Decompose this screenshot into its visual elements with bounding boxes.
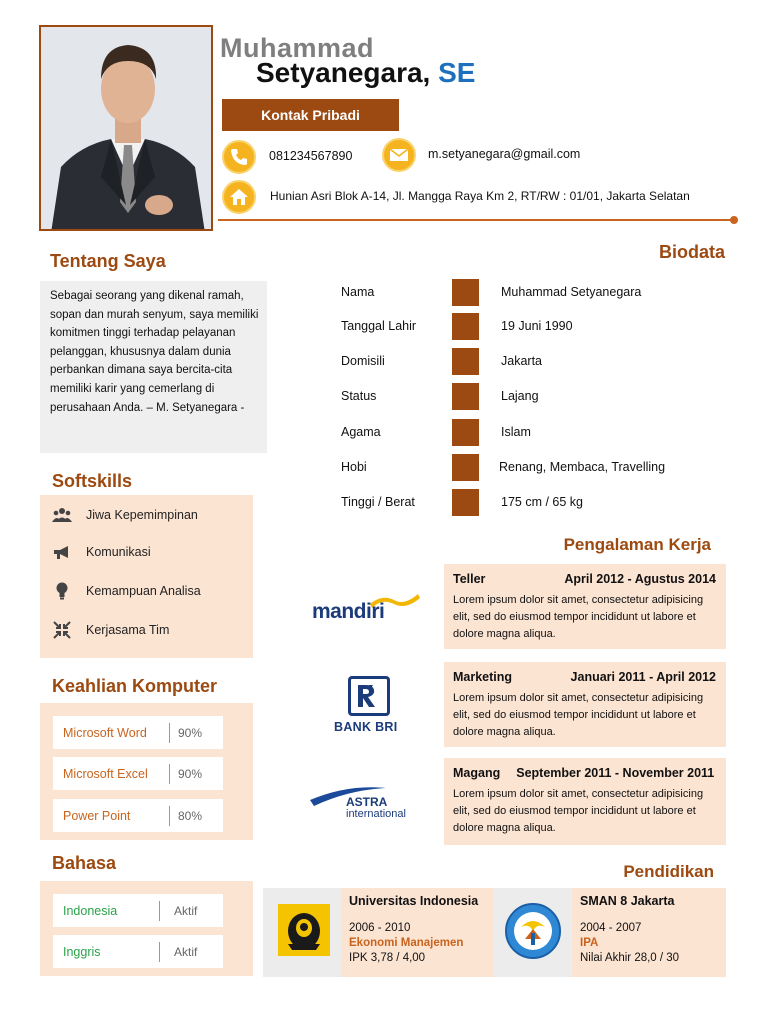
language-item [53, 935, 223, 968]
computer-skill-label: Microsoft Word [63, 725, 147, 740]
divider [169, 806, 170, 826]
home-address: Hunian Asri Blok A-14, Jl. Mangga Raya Km 2, RT/RW : 01/01, Jakarta Selatan [270, 189, 690, 203]
biodata-value: Lajang [501, 389, 539, 403]
softskill-label: Kerjasama Tim [86, 623, 170, 637]
astra-logo-text: ASTRA [346, 795, 388, 809]
computer-skill-value: 80% [178, 808, 203, 823]
language-label: Indonesia [63, 903, 118, 918]
biodata-label: Tinggi / Berat [341, 495, 415, 509]
biodata-value: Jakarta [501, 354, 542, 368]
divider [159, 901, 160, 921]
biodata-label: Hobi [341, 460, 367, 474]
degree-suffix: SE [438, 57, 476, 88]
education-item [572, 888, 726, 977]
education-school: Universitas Indonesia [349, 894, 479, 908]
biodata-label: Agama [341, 425, 381, 439]
education-logo-cell [263, 888, 341, 977]
home-icon [222, 180, 256, 214]
experience-role: Magang [453, 766, 501, 780]
computer-skill-label: Microsoft Excel [63, 766, 148, 781]
experience-item [444, 758, 726, 845]
tut-wuri-handayani-logo [505, 903, 561, 959]
lightbulb-icon [52, 582, 72, 600]
education-school: SMAN 8 Jakarta [580, 894, 675, 908]
education-title: Pendidikan [623, 862, 714, 881]
divider [169, 764, 170, 784]
biodata-label: Domisili [341, 354, 385, 368]
softskill-item [52, 543, 151, 561]
mandiri-logo [308, 588, 424, 628]
experience-role: Teller [453, 572, 486, 586]
softskill-label: Jiwa Kepemimpinan [86, 508, 198, 522]
experience-item [444, 662, 726, 747]
makara-icon [278, 904, 330, 956]
biodata-marker [452, 313, 479, 340]
tut-wuri-emblem-icon [507, 905, 559, 957]
computer-skill-item [53, 757, 223, 790]
experience-role: Marketing [453, 670, 513, 684]
phone-number[interactable]: 081234567890 [269, 149, 353, 163]
email-address[interactable]: m.setyanegara@gmail.com [428, 147, 581, 161]
profile-photo [39, 25, 213, 231]
about-title: Tentang Saya [50, 251, 166, 271]
phone-icon [222, 140, 256, 174]
education-years: 2004 - 2007 [580, 922, 642, 934]
divider [169, 723, 170, 743]
biodata-marker [452, 279, 479, 306]
education-major: IPA [580, 937, 599, 949]
computer-skills-title: Keahlian Komputer [52, 676, 218, 696]
contact-section-bar: Kontak Pribadi [222, 99, 399, 131]
language-item [53, 894, 223, 927]
biodata-label: Tanggal Lahir [341, 319, 417, 333]
computer-skill-item [53, 799, 223, 832]
email-icon [382, 138, 416, 172]
experience-period: September 2011 - November 2011 [516, 766, 715, 780]
language-panel [40, 881, 253, 976]
softskill-label: Komunikasi [86, 545, 151, 559]
biodata-value: 175 cm / 65 kg [501, 495, 583, 509]
computer-skill-item [53, 716, 223, 749]
education-item [341, 888, 494, 977]
computer-skills-panel [40, 703, 253, 840]
language-title: Bahasa [52, 853, 117, 873]
education-years: 2006 - 2010 [349, 922, 411, 934]
people-icon [52, 506, 72, 524]
bri-emblem-icon [348, 676, 390, 716]
experience-description: Lorem ipsum dolor sit amet, consectetur adipisicing elit, sed do eiusmod tempor incididunt ut labore et dolore magna aliqua. [453, 788, 704, 834]
softskill-label: Kemampuan Analisa [86, 584, 201, 598]
first-name: Muhammad [220, 33, 375, 63]
experience-title: Pengalaman Kerja [563, 535, 711, 554]
biodata-value: 19 Juni 1990 [501, 319, 573, 333]
experience-description: Lorem ipsum dolor sit amet, consectetur adipisicing elit, sed do eiusmod tempor incididunt ut labore et dolore magna aliqua. [453, 594, 704, 640]
biodata-marker [452, 454, 479, 481]
education-score: Nilai Akhir 28,0 / 30 [580, 952, 680, 964]
header-divider-dot [730, 216, 738, 224]
biodata-marker [452, 489, 479, 516]
about-text: Sebagai seorang yang dikenal ramah, sopan dan murah senyum, saya memiliki komitmen tinggi terhadap pelayanan pelanggan, khususnya dalam dunia perbankan dimana saya bercita-cita memiliki karir yang cemerlang di perusahaan Anda. – M. Setyanegara - [50, 290, 259, 414]
education-logo-cell [494, 888, 572, 977]
softskill-item [52, 582, 201, 600]
bri-logo-text: BANK BRI [334, 720, 398, 734]
biodata-marker [452, 383, 479, 410]
divider [159, 942, 160, 962]
last-name [256, 57, 475, 89]
language-label: Inggris [63, 944, 101, 959]
biodata-marker [452, 348, 479, 375]
header-divider [218, 219, 734, 221]
language-level: Aktif [174, 903, 198, 918]
education-score: IPK 3,78 / 4,00 [349, 952, 426, 964]
mandiri-logo-text: mandiri [312, 600, 385, 623]
experience-description: Lorem ipsum dolor sit amet, consectetur adipisicing elit, sed do eiusmod tempor incididunt ut labore et dolore magna aliqua. [453, 692, 704, 738]
astra-logo [308, 784, 420, 824]
experience-period: Januari 2011 - April 2012 [570, 670, 716, 684]
softskills-panel [40, 495, 253, 658]
biodata-label: Status [341, 389, 377, 403]
biodata-value: Muhammad Setyanegara [501, 285, 642, 299]
last-name-text: Setyanegara, [256, 57, 431, 88]
biodata-label: Nama [341, 285, 375, 299]
experience-period: April 2012 - Agustus 2014 [564, 572, 716, 586]
education-major: Ekonomi Manajemen [349, 937, 464, 949]
computer-skill-value: 90% [178, 766, 203, 781]
megaphone-icon [52, 543, 72, 561]
biodata-value: Renang, Membaca, Travelling [499, 460, 666, 474]
education-panel [263, 888, 726, 977]
astra-logo-subtext: international [346, 808, 406, 820]
bri-logo [330, 674, 410, 738]
person-portrait-image [41, 27, 213, 231]
biodata-value: Islam [501, 425, 531, 439]
language-level: Aktif [174, 944, 198, 959]
experience-item [444, 564, 726, 649]
university-indonesia-logo [278, 904, 330, 956]
softskill-item [52, 621, 169, 639]
about-box [40, 281, 267, 453]
biodata-marker [452, 419, 479, 446]
softskills-title: Softskills [52, 471, 133, 491]
softskill-item [52, 506, 198, 524]
computer-skill-value: 90% [178, 725, 203, 740]
computer-skill-label: Power Point [63, 808, 131, 823]
biodata-title: Biodata [658, 242, 725, 262]
arrows-in-icon [52, 621, 72, 639]
